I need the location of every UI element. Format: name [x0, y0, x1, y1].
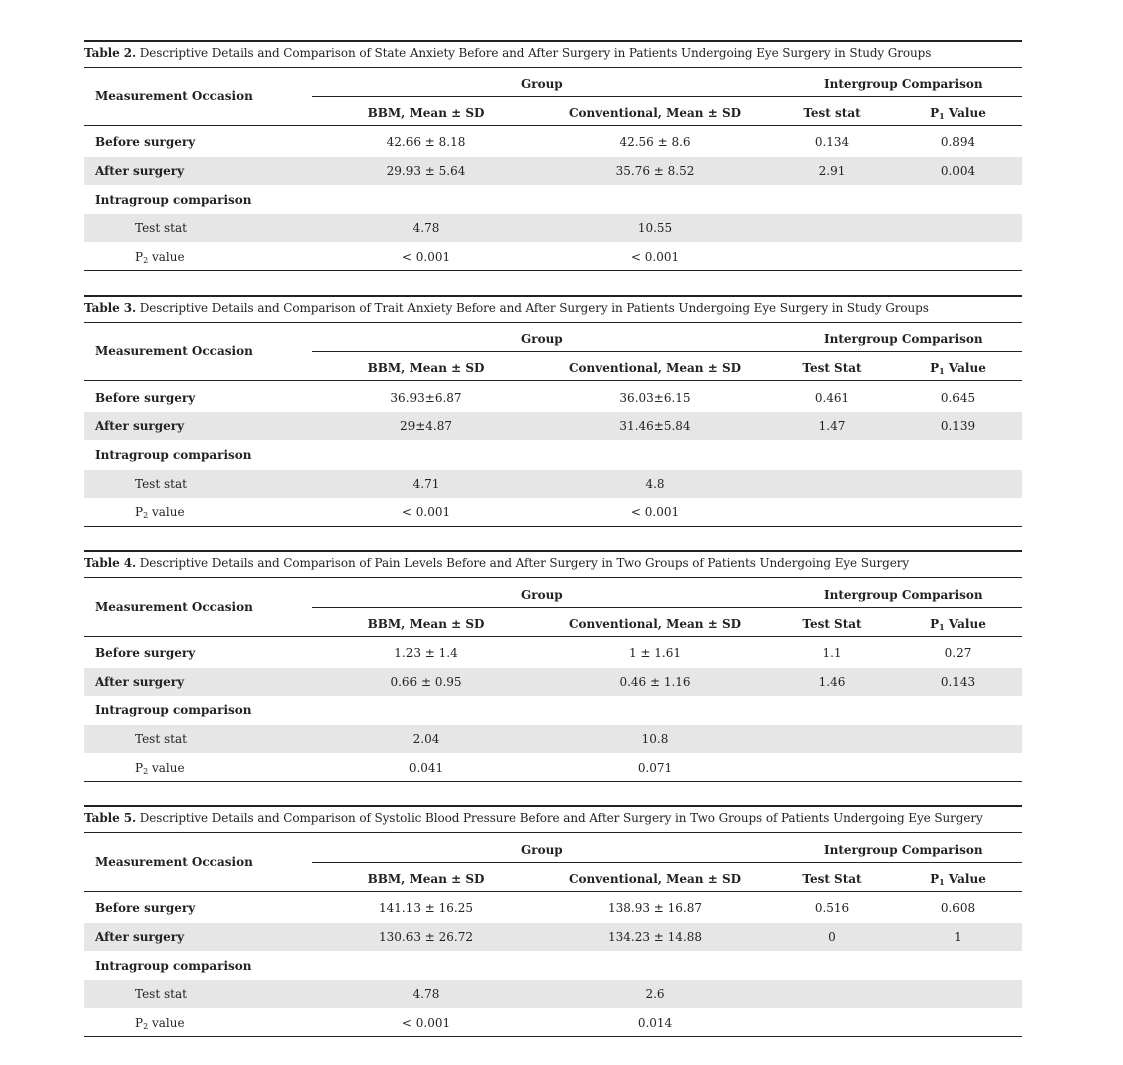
cell-conventional: 10.8: [641, 732, 669, 746]
group-header-rule: [312, 607, 1022, 608]
header-measurement-occasion: Measurement Occasion: [95, 855, 253, 869]
row-label: Before surgery: [95, 135, 196, 149]
table-row: [84, 157, 1022, 185]
table-row: [84, 412, 1022, 440]
cell-p1-value: 0.143: [940, 675, 976, 689]
header-bbm: BBM, Mean ± SD: [367, 617, 485, 631]
cell-test-stat: 1.46: [818, 675, 846, 689]
row-label: Test stat: [135, 987, 187, 1001]
table-top-rule: [84, 40, 1022, 42]
header-intergroup-comparison: Intergroup Comparison: [824, 332, 983, 346]
cell-test-stat: 1.47: [818, 419, 846, 433]
table-row: [84, 923, 1022, 951]
table-row: [84, 441, 1022, 469]
header-p1-value: $P_1$ Value: [930, 361, 986, 376]
cell-conventional: 0.014: [637, 1016, 673, 1030]
header-test-stat: Test Stat: [802, 617, 862, 631]
row-label: Before surgery: [95, 391, 196, 405]
cell-bbm: 0.66 ± 0.95: [390, 675, 462, 689]
cell-bbm: 141.13 ± 16.25: [378, 901, 474, 915]
table-3: [84, 295, 1022, 527]
cell-bbm: < 0.001: [401, 505, 451, 519]
table-row: [84, 186, 1022, 214]
header-test-stat: Test Stat: [802, 361, 862, 375]
cell-bbm: 2.04: [412, 732, 440, 746]
header-intergroup-comparison: Intergroup Comparison: [824, 77, 983, 91]
cell-bbm: 4.78: [412, 987, 440, 1001]
cell-conventional: 0.46 ± 1.16: [619, 675, 691, 689]
cell-bbm: 0.041: [408, 761, 444, 775]
row-label: Intragroup comparison: [95, 193, 252, 207]
group-header-rule: [312, 351, 1022, 352]
caption-rule: [84, 577, 1022, 578]
table-row: [84, 470, 1022, 498]
cell-test-stat: 0: [828, 930, 836, 944]
table-row: [84, 1009, 1022, 1037]
header-conventional: Conventional, Mean ± SD: [568, 106, 742, 120]
cell-test-stat: 2.91: [818, 164, 846, 178]
cell-bbm: 36.93±6.87: [390, 391, 462, 405]
header-test-stat: Test stat: [803, 106, 861, 120]
table-bottom-rule: [84, 781, 1022, 782]
cell-conventional: 31.46±5.84: [619, 419, 691, 433]
cell-conventional: 138.93 ± 16.87: [607, 901, 703, 915]
table-row: [84, 754, 1022, 782]
header-measurement-occasion: Measurement Occasion: [95, 600, 253, 614]
header-p1-value: $P_1$ Value: [930, 617, 986, 632]
row-label: Test stat: [135, 477, 187, 491]
cell-bbm: < 0.001: [401, 250, 451, 264]
cell-bbm: 1.23 ± 1.4: [394, 646, 458, 660]
cell-bbm: < 0.001: [401, 1016, 451, 1030]
row-label: After surgery: [95, 675, 185, 689]
table-row: [84, 384, 1022, 412]
header-group: Group: [521, 77, 563, 91]
header-conventional: Conventional, Mean ± SD: [568, 872, 742, 886]
row-label: After surgery: [95, 164, 185, 178]
header-group: Group: [521, 843, 563, 857]
row-label: After surgery: [95, 930, 185, 944]
cell-p1-value: 0.139: [940, 419, 976, 433]
cell-conventional: 36.03±6.15: [619, 391, 691, 405]
table-row: [84, 952, 1022, 980]
table-bottom-rule: [84, 526, 1022, 527]
cell-conventional: 2.6: [645, 987, 665, 1001]
row-label: Test stat: [135, 732, 187, 746]
cell-p1-value: 0.004: [940, 164, 976, 178]
header-p1-value: $P_1$ Value: [930, 872, 986, 887]
cell-conventional: < 0.001: [630, 505, 680, 519]
cell-bbm: 29±4.87: [399, 419, 453, 433]
table-top-rule: [84, 295, 1022, 297]
table-row: [84, 639, 1022, 667]
group-header-rule: [312, 96, 1022, 97]
header-test-stat: Test Stat: [802, 872, 862, 886]
table-caption: Table 4. Descriptive Details and Comparison of Pain Levels Before and After Surgery in Two Groups of Patients Undergoing Eye Surgery: [84, 556, 910, 570]
row-label: $P_2$ value: [135, 761, 185, 776]
table-caption: Table 2. Descriptive Details and Comparison of State Anxiety Before and After Surgery in Patients Undergoing Eye Surgery in Study Groups: [84, 46, 932, 60]
table-row: [84, 128, 1022, 156]
caption-rule: [84, 67, 1022, 68]
group-header-rule: [312, 862, 1022, 863]
cell-test-stat: 0.516: [814, 901, 850, 915]
cell-p1-value: 0.894: [940, 135, 976, 149]
cell-conventional: 4.8: [645, 477, 665, 491]
table-row: [84, 725, 1022, 753]
table-row: [84, 696, 1022, 724]
table-row: [84, 498, 1022, 526]
cell-p1-value: 0.645: [940, 391, 976, 405]
cell-conventional: 134.23 ± 14.88: [607, 930, 703, 944]
table-row: [84, 894, 1022, 922]
cell-conventional: 35.76 ± 8.52: [615, 164, 695, 178]
row-label: Intragroup comparison: [95, 959, 252, 973]
header-conventional: Conventional, Mean ± SD: [568, 617, 742, 631]
header-p1-value: $P_1$ Value: [930, 106, 986, 121]
table-2: [84, 40, 1022, 272]
cell-test-stat: 0.461: [814, 391, 850, 405]
cell-p1-value: 0.27: [944, 646, 972, 660]
cell-p1-value: 1: [954, 930, 962, 944]
cell-p1-value: 0.608: [940, 901, 976, 915]
header-measurement-occasion: Measurement Occasion: [95, 89, 253, 103]
header-intergroup-comparison: Intergroup Comparison: [824, 588, 983, 602]
table-5: [84, 805, 1022, 1037]
header-bbm: BBM, Mean ± SD: [367, 872, 485, 886]
table-row: [84, 214, 1022, 242]
header-rule: [84, 636, 1022, 637]
caption-rule: [84, 832, 1022, 833]
cell-bbm: 29.93 ± 5.64: [386, 164, 466, 178]
row-label: Intragroup comparison: [95, 448, 252, 462]
row-label: Before surgery: [95, 901, 196, 915]
cell-bbm: 42.66 ± 8.18: [386, 135, 466, 149]
cell-conventional: 42.56 ± 8.6: [619, 135, 691, 149]
caption-rule: [84, 322, 1022, 323]
header-rule: [84, 891, 1022, 892]
header-group: Group: [521, 588, 563, 602]
table-top-rule: [84, 550, 1022, 552]
header-intergroup-comparison: Intergroup Comparison: [824, 843, 983, 857]
header-bbm: BBM, Mean ± SD: [367, 361, 485, 375]
table-row: [84, 980, 1022, 1008]
cell-conventional: 1 ± 1.61: [628, 646, 682, 660]
header-bbm: BBM, Mean ± SD: [367, 106, 485, 120]
cell-bbm: 4.78: [412, 221, 440, 235]
cell-conventional: 0.071: [637, 761, 673, 775]
table-row: [84, 243, 1022, 271]
table-caption: Table 5. Descriptive Details and Comparison of Systolic Blood Pressure Before and After Surgery in Two Groups of Patients Undergoing Eye Surgery: [84, 811, 983, 825]
row-label: $P_2$ value: [135, 1016, 185, 1031]
cell-bbm: 130.63 ± 26.72: [378, 930, 474, 944]
header-rule: [84, 125, 1022, 126]
table-bottom-rule: [84, 270, 1022, 271]
table-4: [84, 550, 1022, 782]
row-label: Intragroup comparison: [95, 703, 252, 717]
table-top-rule: [84, 805, 1022, 807]
header-group: Group: [521, 332, 563, 346]
cell-test-stat: 0.134: [814, 135, 850, 149]
header-rule: [84, 380, 1022, 381]
row-label: Test stat: [135, 221, 187, 235]
cell-conventional: < 0.001: [630, 250, 680, 264]
header-conventional: Conventional, Mean ± SD: [568, 361, 742, 375]
row-label: $P_2$ value: [135, 250, 185, 265]
header-measurement-occasion: Measurement Occasion: [95, 344, 253, 358]
table-row: [84, 668, 1022, 696]
cell-conventional: 10.55: [637, 221, 673, 235]
table-caption: Table 3. Descriptive Details and Comparison of Trait Anxiety Before and After Surgery in Patients Undergoing Eye Surgery in Study Groups: [84, 301, 929, 315]
row-label: $P_2$ value: [135, 505, 185, 520]
row-label: After surgery: [95, 419, 185, 433]
cell-test-stat: 1.1: [822, 646, 842, 660]
row-label: Before surgery: [95, 646, 196, 660]
cell-bbm: 4.71: [412, 477, 440, 491]
table-bottom-rule: [84, 1036, 1022, 1037]
